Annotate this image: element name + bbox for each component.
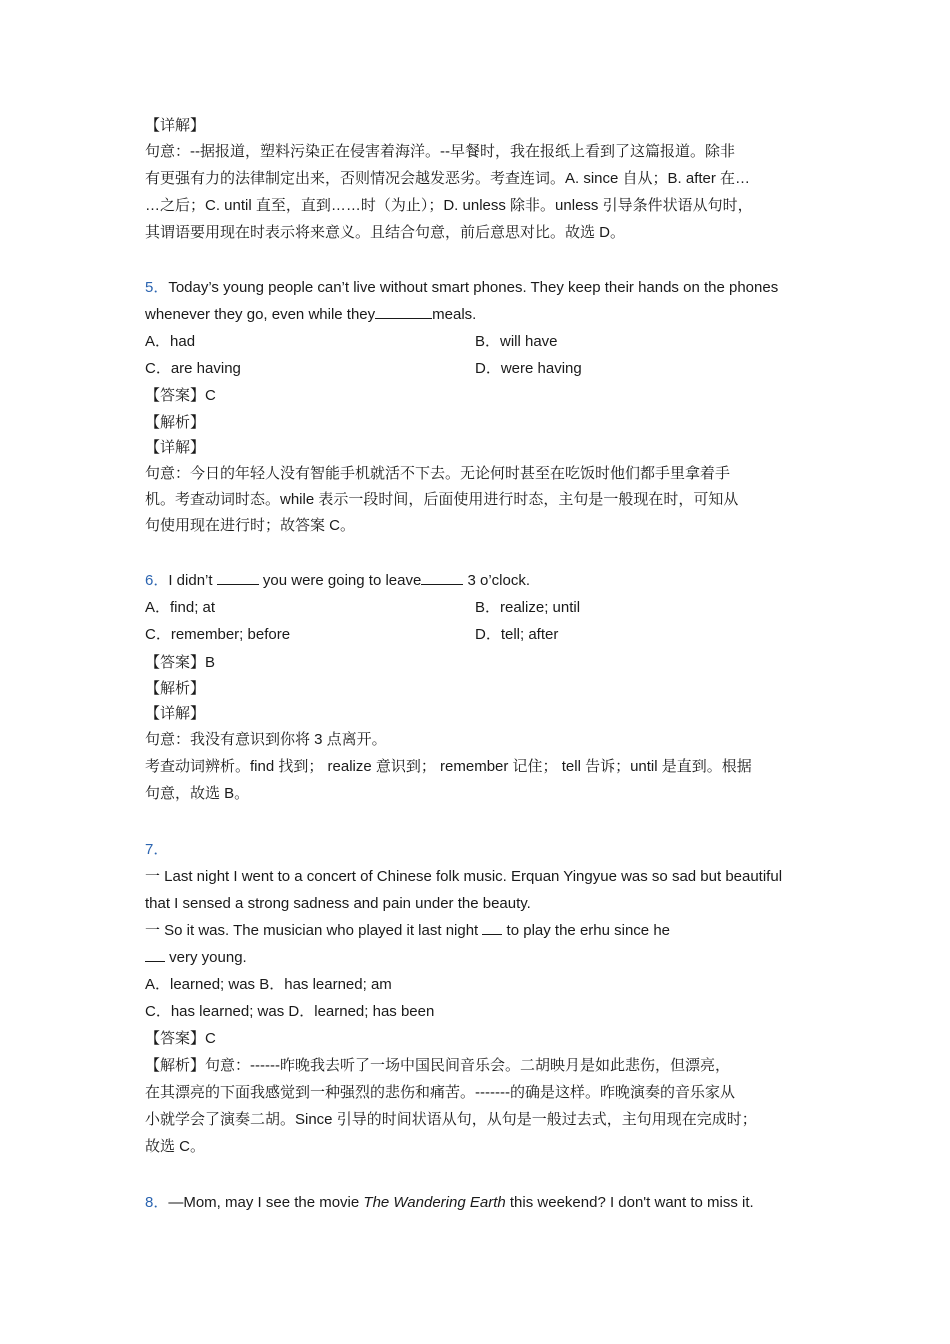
q7-options-line: A．learned; was B．has learned; am bbox=[145, 976, 392, 993]
q7-number-text: 7． bbox=[145, 841, 169, 858]
q7-stem-text: 一 So it was. The musician who played it last night bbox=[145, 922, 483, 939]
q5-stem-text: Today’s young people can’t live without smart phones. They keep their hands on the phones bbox=[168, 279, 779, 296]
q5-option-d: D．were having bbox=[475, 360, 582, 377]
q5-analysis-label: 【解析】 bbox=[145, 414, 206, 431]
q8-stem-line bbox=[145, 1192, 754, 1214]
q6-answer: 【答案】B bbox=[145, 654, 216, 671]
q5-option-c: C．are having bbox=[145, 360, 241, 377]
q5-stem-line bbox=[145, 304, 476, 326]
q5-stem-text: whenever they go, even while they bbox=[145, 306, 376, 323]
q7-stem-text: to play the erhu since he bbox=[502, 922, 670, 939]
q6-stem-line bbox=[145, 570, 530, 592]
q4-explanation-line: 有更强有力的法律制定出来，否则情况会越发恶劣。考查连词。A. since 自从；B. after 在… bbox=[145, 170, 751, 187]
q6-analysis-label: 【解析】 bbox=[145, 680, 206, 697]
q7-options-line: C．has learned; was D．learned; has been bbox=[145, 1003, 435, 1020]
q4-explanation-line: …之后；C. until 直至，直到……时（为止）；D. unless 除非。unless 引导条件状语从句时， bbox=[145, 197, 753, 214]
q7-explanation-line: 在其漂亮的下面我感觉到一种强烈的悲伤和痛苦。-------的确是这样。昨晚演奏的音乐家从 bbox=[145, 1084, 735, 1101]
q7-stem-text: very young. bbox=[165, 949, 247, 966]
q6-explanation-line: 句意：我没有意识到你将 3 点离开。 bbox=[145, 731, 387, 748]
q7-explanation-line: 【解析】句意：------昨晚我去听了一场中国民间音乐会。二胡映月是如此悲伤，但漂亮， bbox=[145, 1057, 730, 1074]
q6-stem-text: I didn’t bbox=[168, 572, 217, 589]
q5-answer: 【答案】C bbox=[145, 387, 216, 404]
q5-option-a: A．had bbox=[145, 333, 196, 350]
q7-stem-line bbox=[145, 920, 670, 942]
q7-stem-line: that I sensed a strong sadness and pain under the beauty. bbox=[145, 895, 531, 912]
q5-number: 5． bbox=[145, 279, 169, 296]
q7-number bbox=[145, 839, 168, 861]
q6-option-b: B．realize; until bbox=[475, 599, 581, 616]
answer-blank bbox=[421, 570, 463, 585]
q7-stem-line bbox=[145, 947, 247, 969]
q6-stem-text: 3 o’clock. bbox=[463, 572, 531, 589]
q5-stem-line bbox=[145, 277, 778, 299]
q6-explanation-line: 句意，故选 B。 bbox=[145, 785, 250, 802]
q5-explanation-line: 句意：今日的年轻人没有智能手机就活不下去。无论何时甚至在吃饭时他们都手里拿着手 bbox=[145, 465, 731, 482]
q7-stem-line: 一 Last night I went to a concert of Chinese folk music. Erquan Yingyue was so sad but beautiful bbox=[145, 868, 783, 885]
q6-explanation-line: 考查动词辨析。find 找到； realize 意识到； remember 记住； tell 告诉；until 是直到。根据 bbox=[145, 758, 752, 775]
q4-explanation-line: 句意：--据报道，塑料污染正在侵害着海洋。--早餐时，我在报纸上看到了这篇报道。除非 bbox=[145, 143, 735, 160]
q5-stem-text: meals. bbox=[432, 306, 477, 323]
q6-detail-label: 【详解】 bbox=[145, 705, 206, 722]
q4-explanation-line: 其谓语要用现在时表示将来意义。且结合句意，前后意思对比。故选 D。 bbox=[145, 224, 626, 241]
q6-option-c: C．remember; before bbox=[145, 626, 291, 643]
answer-blank bbox=[217, 570, 259, 585]
q8-stem-text: —Mom, may I see the movie bbox=[168, 1194, 364, 1211]
q6-number: 6． bbox=[145, 572, 169, 589]
answer-blank bbox=[145, 947, 165, 962]
q8-stem-text: this weekend? I don't want to miss it. bbox=[505, 1194, 754, 1211]
q7-answer: 【答案】C bbox=[145, 1030, 216, 1047]
q5-detail-label: 【详解】 bbox=[145, 439, 206, 456]
answer-blank bbox=[375, 304, 432, 319]
q5-option-b: B．will have bbox=[475, 333, 558, 350]
answer-blank bbox=[482, 920, 502, 935]
q6-option-d: D．tell; after bbox=[475, 626, 559, 643]
q7-explanation-line: 故选 C。 bbox=[145, 1138, 206, 1155]
movie-title: The Wandering Earth bbox=[363, 1194, 506, 1211]
q4-detail-label: 【详解】 bbox=[145, 117, 206, 134]
q5-explanation-line: 句使用现在进行时；故答案 C。 bbox=[145, 517, 356, 534]
q6-stem-text: you were going to leave bbox=[258, 572, 422, 589]
q6-option-a: A．find; at bbox=[145, 599, 216, 616]
q7-explanation-line: 小就学会了演奏二胡。Since 引导的时间状语从句，从句是一般过去式，主句用现在完成时； bbox=[145, 1111, 757, 1128]
q8-number: 8． bbox=[145, 1194, 169, 1211]
q5-explanation-line: 机。考查动词时态。while 表示一段时间，后面使用进行时态，主句是一般现在时，可知从 bbox=[145, 491, 739, 508]
